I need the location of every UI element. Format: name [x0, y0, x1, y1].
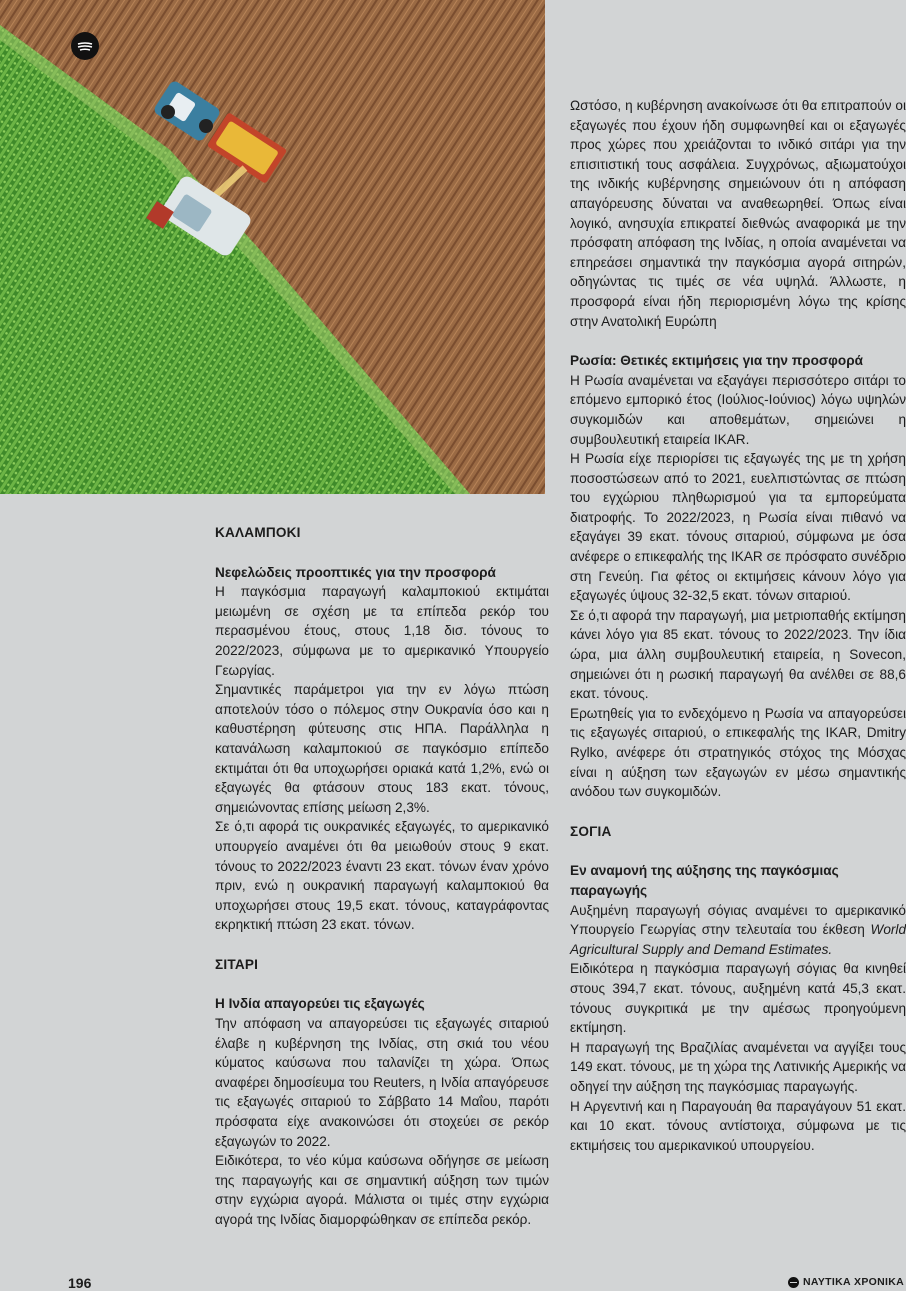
harvest-illustration [0, 0, 545, 494]
paragraph: Ειδικότερα, το νέο κύμα καύσωνα οδήγησε σε μείωση της παραγωγής και σε σημαντική αύξηση των τιμών στην εγχώρια αγορά. Μάλιστα οι τιμές στην εγχώρια αγορά της Ινδίας διαμορφώθηκαν σε επίπεδα ρεκόρ. [215, 1153, 549, 1227]
paragraph-text: Αυξημένη παραγωγή σόγιας αναμένει το αμερικανικό Υπουργείο Γεωργίας στην τελευταία του έκθεση [570, 902, 906, 938]
brand-name: ΝΑΥΤΙΚΑ ΧΡΟΝΙΚΑ [803, 1276, 904, 1288]
paragraph [570, 901, 906, 960]
section-title-corn: ΚΑΛΑΜΠΟΚΙ [215, 525, 301, 540]
left-text-column [215, 523, 549, 1230]
logo-badge-icon [71, 32, 99, 60]
harvest-aerial-photo [0, 0, 545, 494]
paragraph: Ειδικότερα η παγκόσμια παραγωγή σόγιας θα κινηθεί στους 394,7 εκατ. τόνους, αυξημένη κατά 45,3 εκατ. τόνους συγκριτικά με την αμέσως προηγούμενη εκτίμηση. [570, 961, 906, 1036]
paragraph: Ερωτηθείς για το ενδεχόμενο η Ρωσία να απαγορεύσει τις εξαγωγές σιταριού, ο επικεφαλής της IKAR, Dmitry Rylko, ανέφερε ότι στρατηγικός στόχος της Μόσχας είναι η αύξηση των εξαγωγών εν μέσω σημαντικής ανόδου των συγκομιδών. [570, 705, 906, 800]
paragraph: Η παραγωγή της Βραζιλίας αναμένεται να αγγίξει τους 149 εκατ. τόνους, με τη χώρα της Λατινικής Αμερικής να οδηγεί την αύξηση της παγκόσμιας παραγωγής. [570, 1039, 906, 1094]
report-title: World Agricultural Supply and Demand Estimates. [570, 922, 906, 957]
paragraph: Σημαντικές παράμετροι για την εν λόγω πτώση αποτελούν τόσο ο πόλεμος στην Ουκρανία όσο και η καθυστέρηση φύτευσης στις ΗΠΑ. Παράλληλα η κατανάλωση καλαμποκιού σε παγκόσμιο επίπεδο εκτιμάται ότι θα υποχωρήσει οριακά κατά 1,2%, ενώ οι εξαγωγές θα φτάσουν στους 183 εκατ. τόνους, σημειώνοντας επίσης μείωση 2,3%. [215, 682, 549, 815]
right-text-column [570, 96, 906, 1155]
section-title-wheat: ΣΙΤΑΡΙ [215, 956, 259, 972]
footer-brand [788, 1276, 904, 1288]
paragraph: Σε ό,τι αφορά τις ουκρανικές εξαγωγές, το αμερικανικό υπουργείο αναμένει ότι θα μειωθούν στους 9 εκατ. τόνους το 2022/2023 έναντι 23 εκατ. τόνων έναν χρόνο πριν, ενώ η ουκρανική παραγωγή καλαμποκιού θα υποχωρήσει στους 19,5 εκατ. τόνους, καταγράφοντας εκρηκτική πτώση 23 εκατ. τόνων. [215, 819, 549, 933]
section-title-soy: ΣΟΓΙΑ [570, 823, 612, 839]
subhead-russia: Ρωσία: Θετικές εκτιμήσεις για την προσφορά [570, 353, 863, 369]
paragraph: Την απόφαση να απαγορεύσει τις εξαγωγές σιταριού έλαβε η κυβέρνηση της Ινδίας, στη σκιά του νέου κύματος καύσωνα που ταλανίζει τη χώρα. Όπως αναφέρει δημοσίευμα του Reuters, η Ινδία απαγόρευσε τις εξαγωγές σιταριού το Σάββατο 14 Μαΐου, παρότι πρόσφατα είχε ανακοινώσει ότι στοχεύει σε ρεκόρ εξαγωγών το 2022. [215, 1016, 549, 1149]
subhead-corn: Νεφελώδεις προοπτικές για την προσφορά [215, 564, 496, 580]
paragraph: Η Ρωσία αναμένεται να εξαγάγει περισσότερο σιτάρι το επόμενο εμπορικό έτος (Ιούλιος-Ιούνιος) λόγω υψηλών συγκομιδών και αποθεμάτων, σημειώνει η συμβουλευτική εταιρεία IKAR. [570, 372, 906, 447]
paragraph: Ωστόσο, η κυβέρνηση ανακοίνωσε ότι θα επιτραπούν οι εξαγωγές που έχουν ήδη συμφωνηθεί και οι εξαγωγές προς χώρες που χρειάζονται το ινδικό σιτάρι για την επισιτιστική τους ασφάλεια. Συγχρόνως, αξιωματούχοι της ινδικής κυβέρνησης σημειώνουν ότι η απόφαση απαγόρευσης δύναται να αναθεωρηθεί. Όπως είναι λογικό, ανησυχία επικρατεί διεθνώς αναφορικά με την πρόσφατη απόφαση της Ινδίας, η οποία αναμένεται να επηρεάσει σημαντικά την παγκόσμια αγορά σιτηρών, οδηγώντας τις τιμές σε νέα υψηλά. Άλλωστε, η προσφορά είναι ήδη περιορισμένη λόγω της κρίσης στην Ανατολική Ευρώπη [570, 98, 906, 329]
page-number: 196 [68, 1275, 92, 1291]
paragraph: Η Ρωσία είχε περιορίσει τις εξαγωγές της με τη χρήση ποσοστώσεων από το 2021, ευελπιστώντας σε πτώση του εγχώριου πληθωρισμού για τα εμπορεύματα διατροφής. Το 2022/2023, η Ρωσία είναι πιθανό να εξαγάγει 39 εκατ. τόνους σιταριού, σύμφωνα με όσα ανέφερε ο επικεφαλής της IKAR σε πρόσφατο συνέδριο στη Γενεύη. Για φέτος οι εκτιμήσεις κάνουν λόγο για εξαγωγές ύψους 32-32,5 εκατ. τόνων σιταριού. [570, 451, 906, 604]
paragraph: Η Αργεντινή και η Παραγουάη θα παραγάγουν 51 εκατ. και 10 εκατ. τόνους αντίστοιχα, σύμφωνα με τις εκτιμήσεις του αμερικανικού υπουργείου. [570, 1098, 906, 1153]
subhead-soy: Εν αναμονή της αύξησης της παγκόσμιας παραγωγής [570, 863, 839, 898]
subhead-wheat: Η Ινδία απαγορεύει τις εξαγωγές [215, 996, 425, 1012]
brand-logo-icon [788, 1277, 799, 1288]
paragraph: Σε ό,τι αφορά την παραγωγή, μια μετριοπαθής εκτίμηση κάνει λόγο για 85 εκατ. τόνους το 2022/2023. Την ίδια ώρα, μια άλλη συμβουλευτική εταιρεία, η Sovecon, σημειώνει ότι η ρωσική παραγωγή θα ανέλθει σε 88,6 εκατ. τόνους. [570, 607, 906, 702]
paragraph: Η παγκόσμια παραγωγή καλαμποκιού εκτιμάται μειωμένη σε σχέση με τα επίπεδα ρεκόρ του περασμένου έτους, στους 1,18 δισ. τόνους το 2022/2023, σύμφωνα με το αμερικανικό Υπουργείο Γεωργίας. [215, 584, 549, 678]
